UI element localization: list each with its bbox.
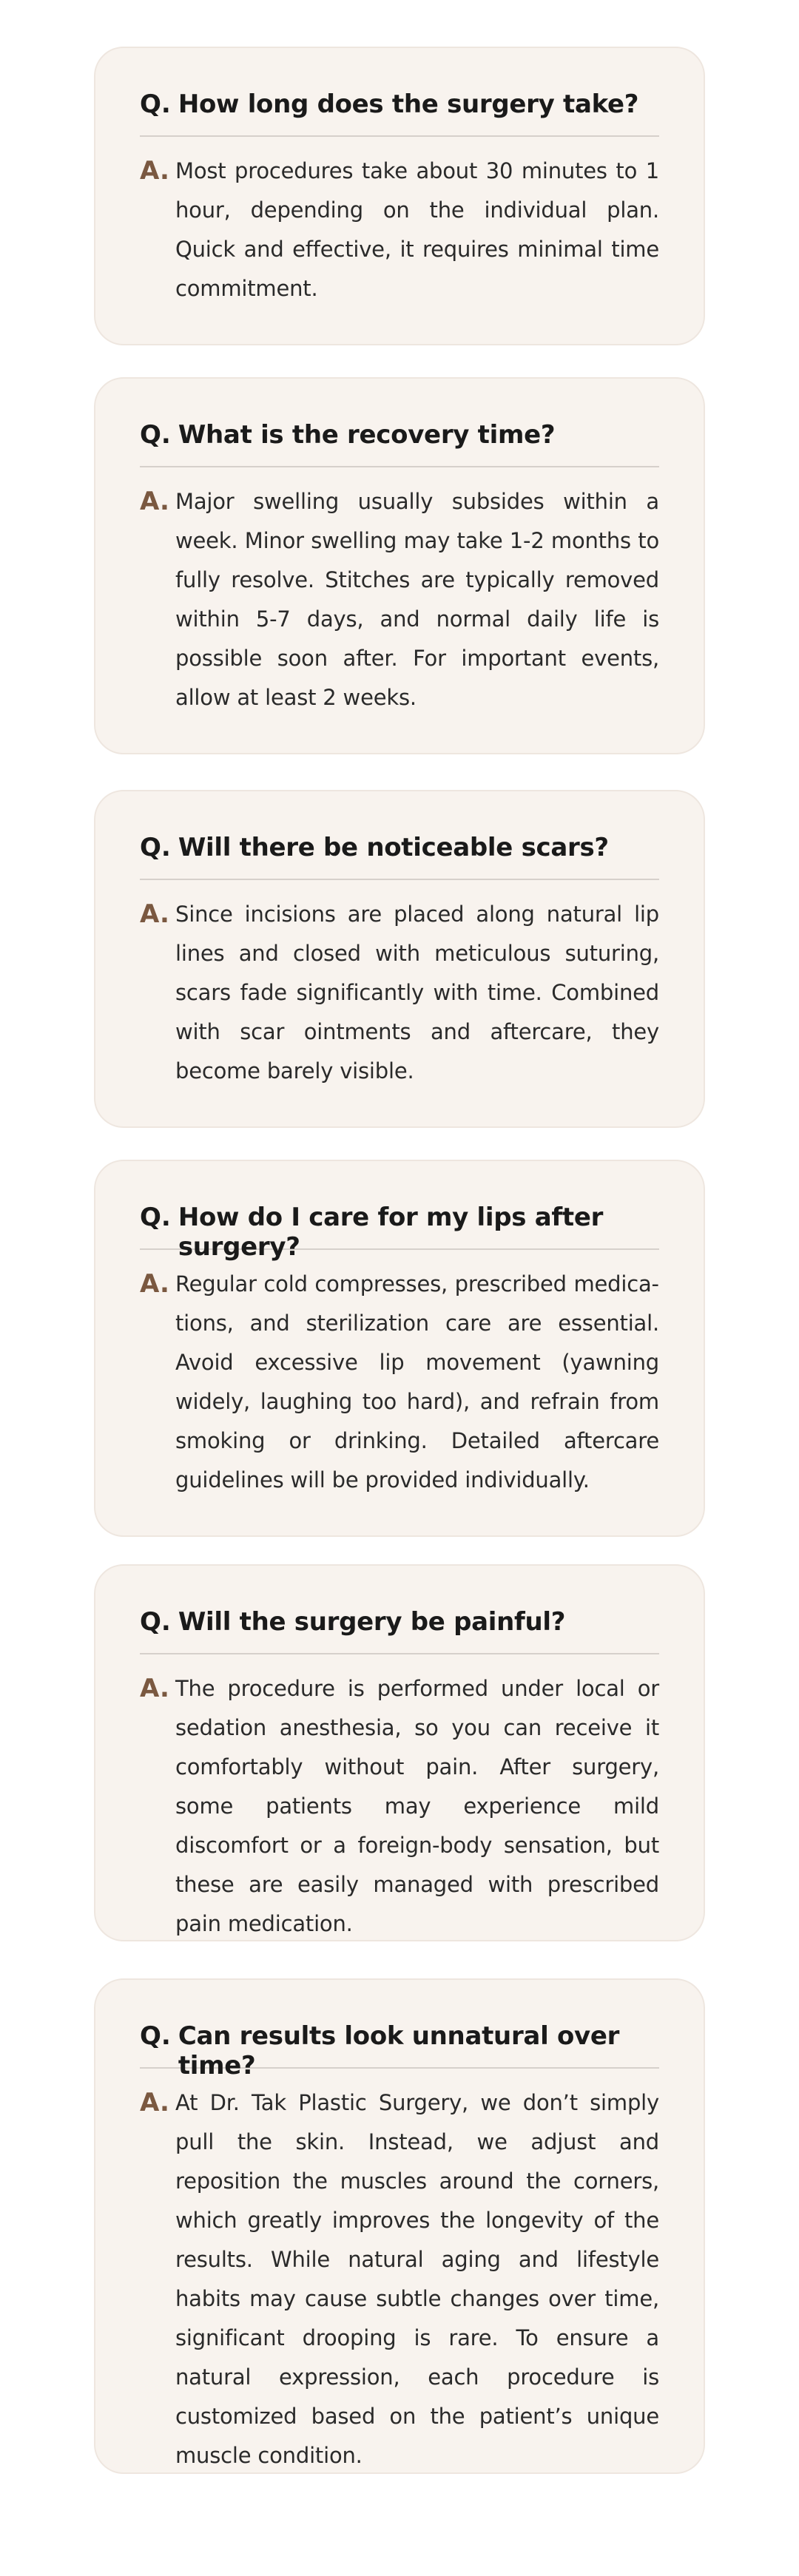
- answer-prefix: A.: [140, 1674, 169, 1703]
- answer-prefix: A.: [140, 487, 169, 516]
- faq-card: [94, 1564, 705, 1941]
- question-row: [140, 89, 659, 137]
- question-row: [140, 420, 659, 467]
- question-text: What is the recovery time?: [178, 420, 556, 450]
- question-prefix: Q.: [140, 1203, 171, 1232]
- question-prefix: Q.: [140, 89, 171, 119]
- question-row: [140, 833, 659, 880]
- question-text: Can results look unnatural over time?: [178, 2021, 620, 2080]
- answer-prefix: A.: [140, 156, 169, 186]
- question-text: Will the surgery be painful?: [178, 1607, 566, 1637]
- question-row: [140, 1607, 659, 1654]
- answer-row: [140, 2083, 659, 2475]
- question-row: [140, 1203, 659, 1262]
- question-row: [140, 2021, 659, 2080]
- question-prefix: Q.: [140, 1607, 171, 1637]
- answer-prefix: A.: [140, 2088, 169, 2117]
- faq-card: [94, 47, 705, 345]
- question-text: How do I care for my lips after surgery?: [178, 1203, 604, 1262]
- answer-row: [140, 152, 659, 308]
- faq-card: [94, 1160, 705, 1537]
- question-prefix: Q.: [140, 2021, 171, 2051]
- question-prefix: Q.: [140, 833, 171, 862]
- answer-text: Regular cold compresses, prescribed medications, and sterilization care are essential. Avoid excessive lip movement (yawning widely, laughing too hard), and refrain from smoking or drinking. Detailed aftercare guidelines will be provided individually.: [175, 1271, 659, 1492]
- answer-row: [140, 1669, 659, 1944]
- faq-card: [94, 377, 705, 754]
- question-text: How long does the surgery take?: [178, 89, 639, 119]
- answer-row: [140, 895, 659, 1091]
- answer-text: Most procedures take about 30 minutes to 1 hour, depending on the individual plan. Quick and effective, it requires minimal time commitment.: [175, 158, 659, 301]
- answer-row: [140, 1265, 659, 1500]
- answer-prefix: A.: [140, 1269, 169, 1299]
- faq-card: [94, 1978, 705, 2474]
- question-prefix: Q.: [140, 420, 171, 450]
- answer-text: At Dr. Tak Plastic Surgery, we don’t simply pull the skin. Instead, we adjust and reposition the muscles around the corners, which greatly improves the longevity of the results. While natural aging and lifestyle habits may cause subtle changes over time, significant drooping is rare. To ensure a natural expression, each procedure is customized based on the patient’s unique muscle condition.: [175, 2090, 659, 2468]
- answer-text: Major swelling usually subsides within a week. Minor swelling may take 1-2 months to fully resolve. Stitches are typically removed within 5-7 days, and normal daily life is possible soon after. For important events, allow at least 2 weeks.: [175, 489, 659, 710]
- answer-text: Since incisions are placed along natural lip lines and closed with meticulous suturing, scars fade significantly with time. Combined with scar ointments and aftercare, they become barely visible.: [175, 902, 659, 1084]
- answer-row: [140, 482, 659, 717]
- answer-text: The procedure is performed under local or sedation anesthesia, so you can receive it comfortably without pain. After surgery, some patients may experience mild discomfort or a foreign-body sensation, but these are easily managed with prescribed pain medication.: [175, 1676, 659, 1936]
- faq-card: [94, 790, 705, 1128]
- question-text: Will there be noticeable scars?: [178, 833, 609, 862]
- answer-prefix: A.: [140, 899, 169, 929]
